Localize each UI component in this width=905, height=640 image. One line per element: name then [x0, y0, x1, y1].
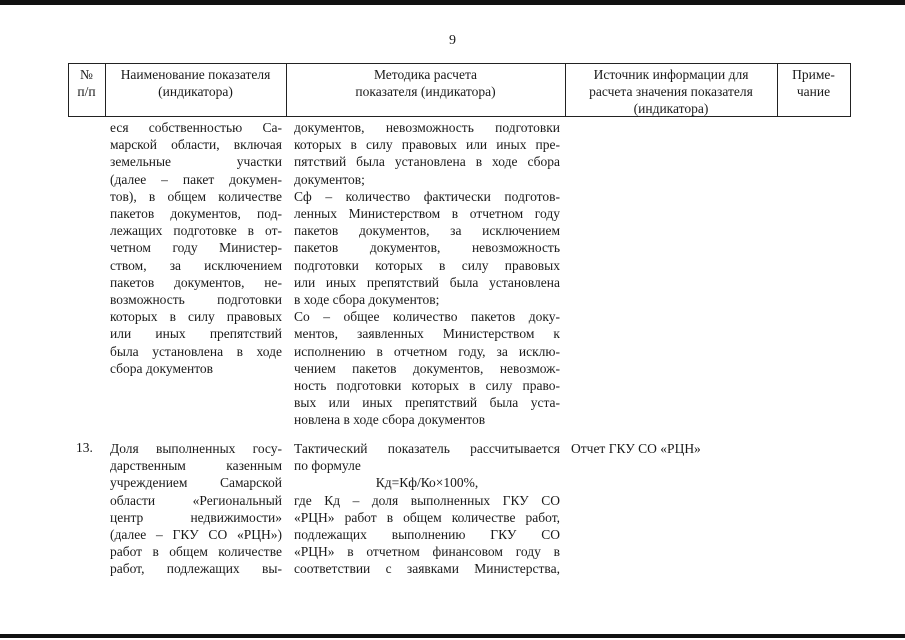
continued-indicator-name — [110, 119, 282, 377]
header-note — [777, 66, 850, 100]
text-line: четном году Министер- — [110, 240, 282, 256]
header-line: Наименование показателя — [120, 67, 271, 82]
header-line: чание — [796, 84, 831, 99]
header-line: п/п — [77, 84, 96, 99]
header-line: № — [80, 67, 93, 82]
text-line: (далее – ГКУ СО «РЦН») — [110, 527, 282, 543]
header-source — [565, 66, 777, 117]
header-number — [68, 66, 105, 100]
text-line: (далее – пакет докумен- — [110, 171, 282, 187]
header-line: показателя (индикатора) — [355, 84, 496, 99]
text-line: которых в силу правовых или иных пре- — [294, 137, 560, 153]
text-line: соответствии с заявками Министерства, — [294, 561, 560, 577]
row13-indicator-name — [110, 440, 282, 578]
text-line: документов, невозможность подготовки — [294, 120, 560, 135]
text-line: пакетов документов, невозможность — [294, 240, 560, 256]
row13-source: Отчет ГКУ СО «РЦН» — [571, 441, 701, 456]
text-line: в ходе сбора документов; — [294, 292, 440, 308]
page-number: 9 — [449, 33, 456, 48]
text-line: «РЦН» работ в общем количестве работ, — [294, 509, 560, 525]
text-line: тов), в общем количестве — [110, 188, 282, 204]
formula: Кд=Кф/Ко×100%, — [375, 475, 479, 491]
text-line: учреждением Самарской — [110, 475, 282, 491]
text-line: или иных препятствий была установлена — [294, 274, 560, 290]
text-line: где Кд – доля выполненных ГКУ СО — [294, 492, 560, 508]
text-line: ством, за исключением — [110, 257, 282, 273]
text-line: Со – общее количество пакетов доку- — [294, 309, 560, 325]
row-number: 13. — [76, 440, 93, 455]
top-border-line — [0, 0, 905, 5]
header-line: (индикатора) — [633, 101, 709, 116]
row13-method — [294, 440, 560, 578]
continued-method — [294, 119, 560, 429]
text-line: документов; — [294, 171, 365, 187]
text-line: пакетов документов, за исключением — [294, 223, 560, 239]
text-line: исполнению в отчетном году, за исклю- — [294, 343, 560, 359]
text-line: возможность подготовки — [110, 292, 282, 308]
text-line: ментов, заявленных Министерством к — [294, 326, 560, 342]
text-line: лежащих подготовке в от- — [110, 223, 282, 239]
header-line: Источник информации для — [593, 67, 749, 82]
text-line: пакетов документов, под- — [110, 206, 282, 222]
text-line: «РЦН» в отчетном финансовом году в — [294, 544, 560, 560]
text-line: ность подготовки которых в силу право- — [294, 378, 560, 394]
text-line: по формуле — [294, 458, 361, 474]
text-line: марской области, включая — [110, 137, 282, 153]
text-line: области «Региональный — [110, 492, 282, 508]
text-line: ленных Министерством в отчетном году — [294, 206, 560, 222]
text-line: новлена в ходе сбора документов — [294, 412, 486, 428]
header-divider — [850, 63, 851, 117]
text-line: была установлена в ходе — [110, 343, 282, 359]
text-line: дарственным казенным — [110, 458, 282, 474]
text-line: которых в силу правовых — [110, 309, 282, 325]
text-line: центр недвижимости» — [110, 509, 282, 525]
header-line: расчета значения показателя — [589, 84, 753, 99]
header-method — [286, 66, 565, 100]
header-line: Методика расчета — [373, 67, 478, 82]
text-line: работ, подлежащих вы- — [110, 561, 282, 577]
text-line: Сф – количество фактически подготов- — [294, 188, 560, 204]
header-indicator-name — [105, 66, 286, 100]
text-line: Тактический показатель рассчитывается — [294, 441, 560, 456]
text-line: земельные участки — [110, 154, 282, 170]
header-line: Приме- — [792, 67, 835, 82]
text-line: подготовки которых в силу правовых — [294, 257, 560, 273]
header-line: (индикатора) — [158, 84, 233, 99]
bottom-border-line — [0, 634, 905, 638]
text-line: Доля выполненных госу- — [110, 441, 282, 456]
text-line: работ в общем количестве — [110, 544, 282, 560]
text-line: подлежащих выполнению ГКУ СО — [294, 527, 560, 543]
text-line: пакетов документов, не- — [110, 274, 282, 290]
text-line: сбора документов — [110, 360, 214, 376]
text-line: пятствий была установлена в ходе сбора — [294, 154, 560, 170]
text-line: еся собственностью Са- — [110, 120, 282, 135]
text-line: или иных препятствий — [110, 326, 282, 342]
text-line: вых или иных препятствий была уста- — [294, 395, 560, 411]
text-line: чением пакетов документов, невозмож- — [294, 360, 560, 376]
